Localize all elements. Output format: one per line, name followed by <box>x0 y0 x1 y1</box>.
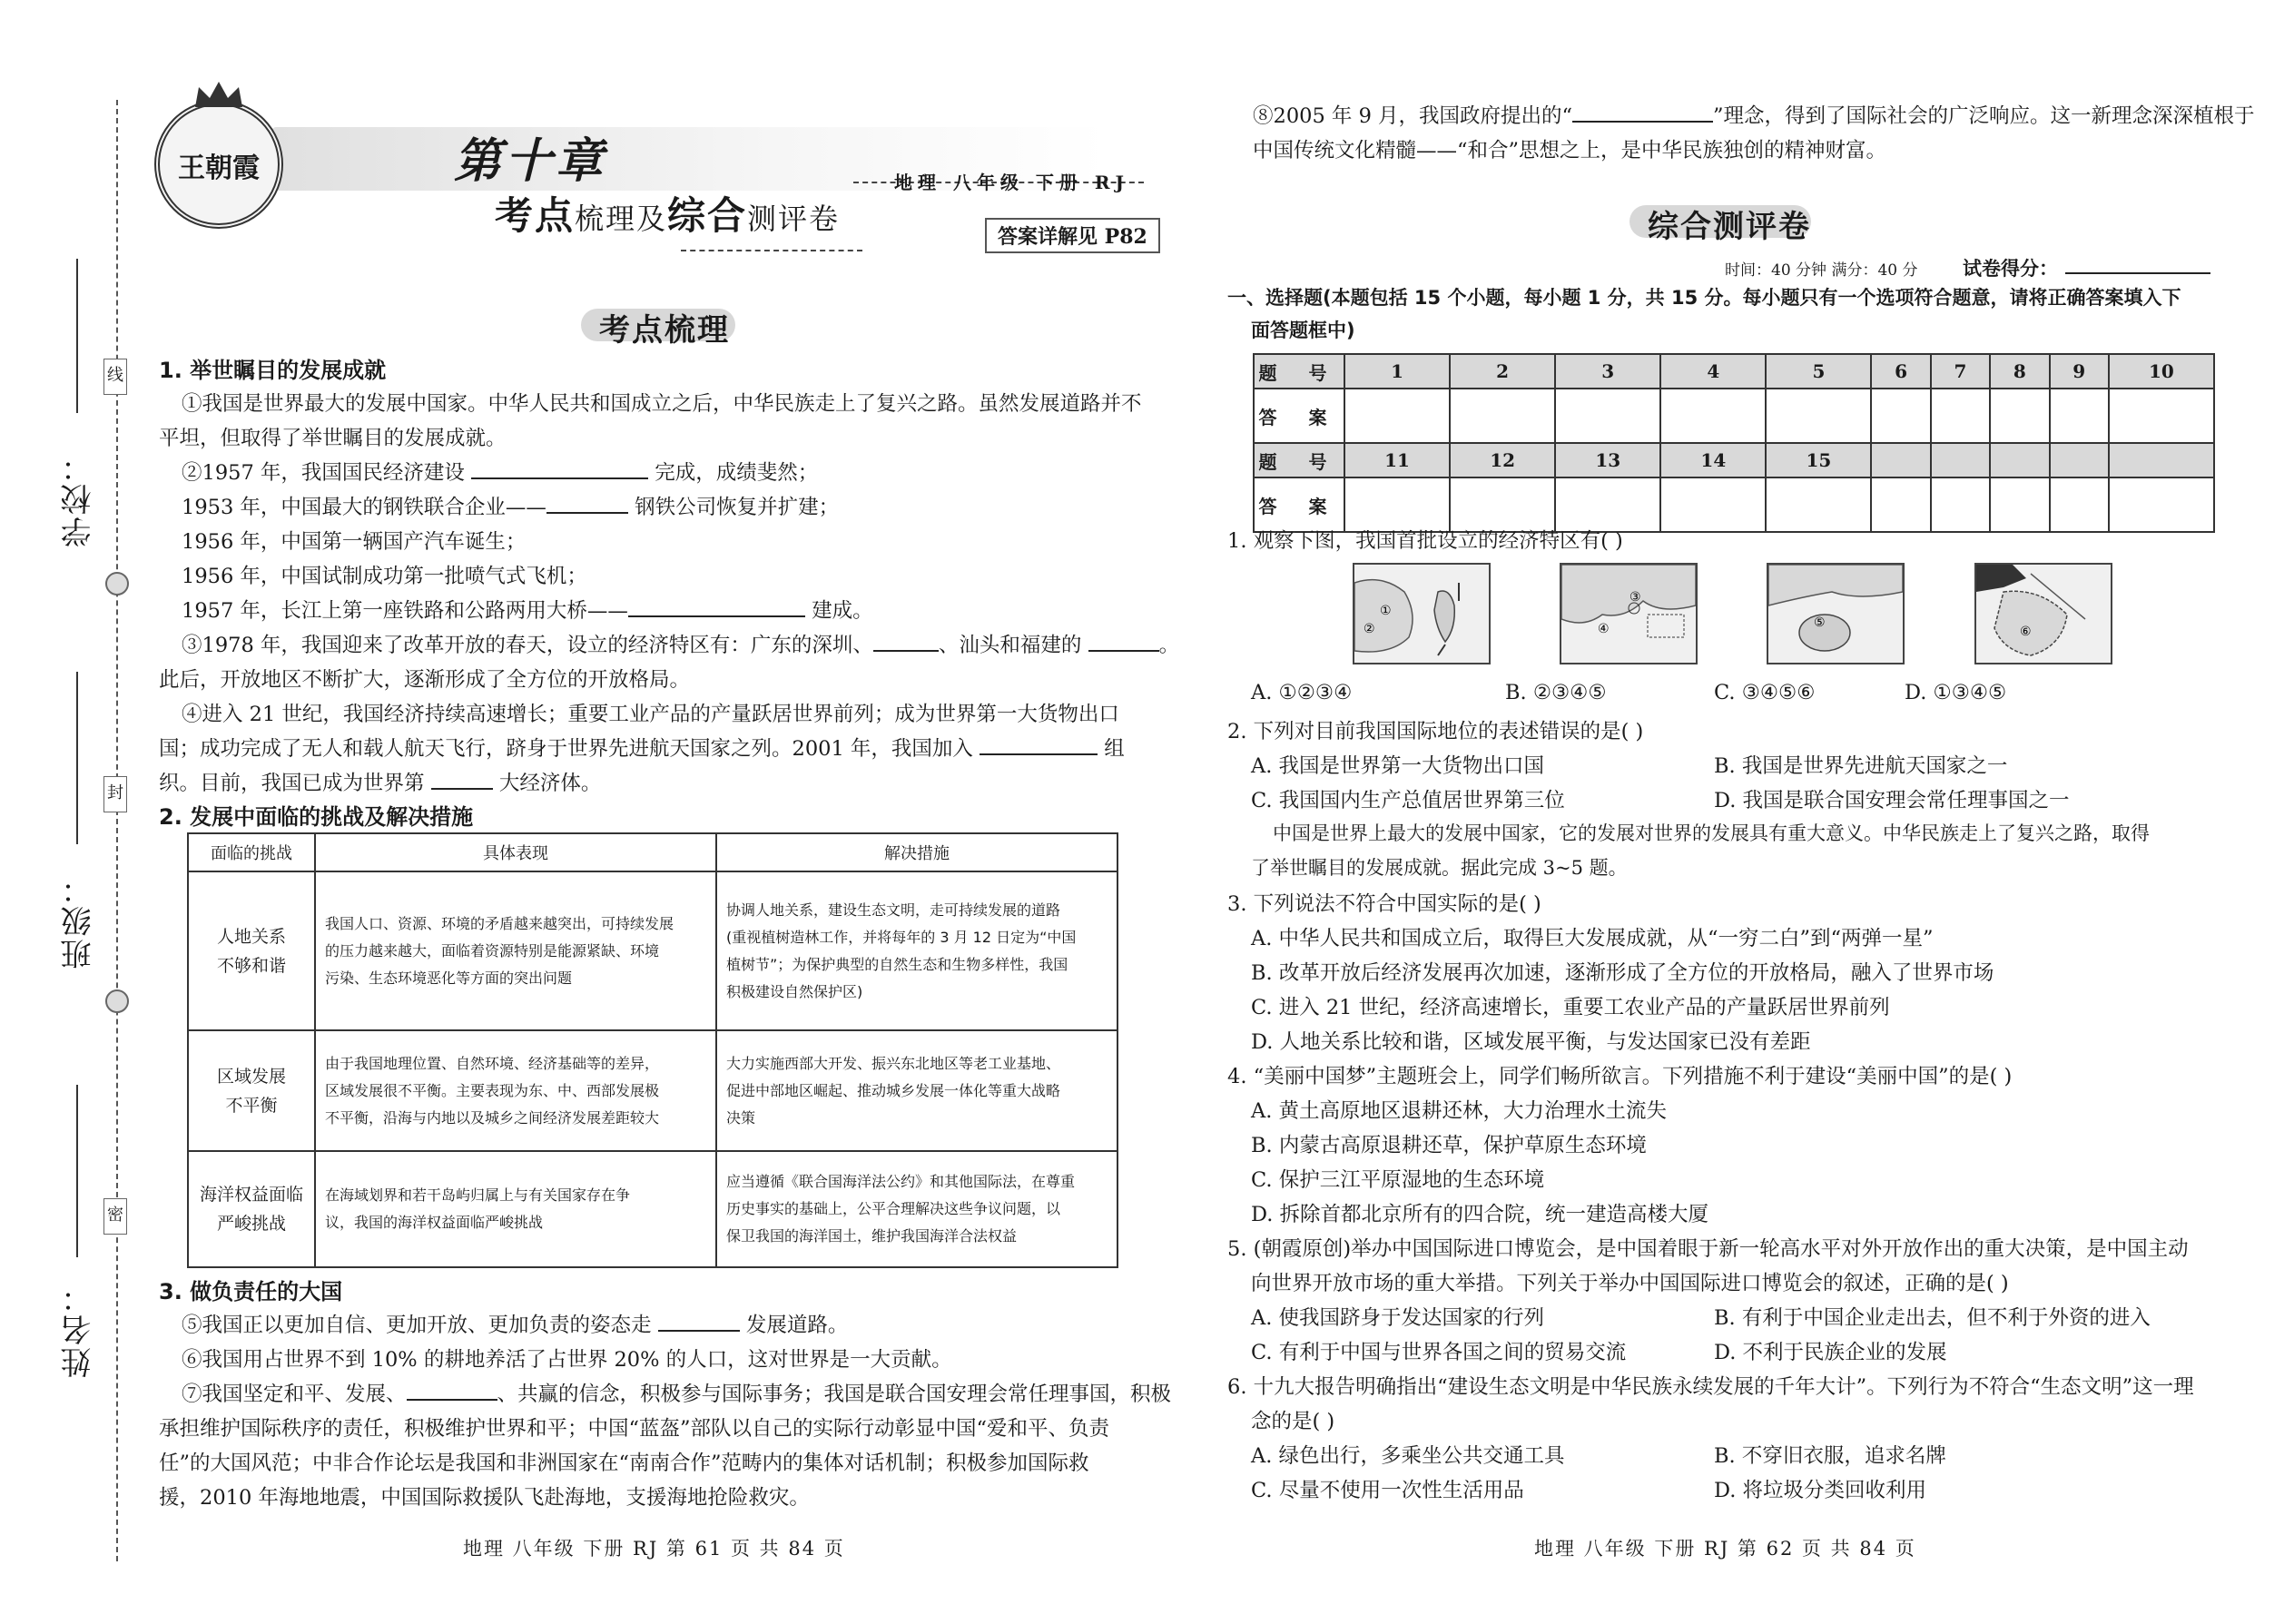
page-footer-left: 地理 八年级 下册 RJ 第 61 页 共 84 页 <box>463 1538 845 1560</box>
paragraph: ⑥我国用占世界不到 10% 的耕地养活了占世界 20% 的人口，这对世界是一大贡献。 <box>182 1348 952 1372</box>
grid-number-row <box>1254 354 2214 389</box>
page-footer-right: 地理 八年级 下册 RJ 第 62 页 共 84 页 <box>1534 1538 1916 1560</box>
chapter-subtitle: 考点梳理及综合测评卷 <box>495 193 841 238</box>
option[interactable]: A. 中华人民共和国成立后，取得巨大发展成就，从“一穷二白”到“两弹一星” <box>1251 927 1934 950</box>
answer-cell <box>2050 477 2109 532</box>
measure-cell: 应当遵循《联合国海洋法公约》和其他国际法，在尊重 历史事实的基础上，公平合理解决这些争议问题，以 保卫我国的海洋国土，维护我国海洋合法权益 <box>716 1151 1117 1267</box>
fill-line: 1957 年，长江上第一座铁路和公路两用大桥—— 建成。 <box>182 595 873 624</box>
question-5-cont: 向世界开放市场的重大举措。下列关于举办中国国际进口博览会的叙述，正确的是( ) <box>1251 1272 2009 1295</box>
grid-number <box>1871 443 1930 477</box>
name-label: 姓名： <box>61 1280 97 1378</box>
question-1: 1. 观察下图，我国首批设立的经济特区有( ) <box>1227 529 1623 553</box>
challenge-cell: 人地关系 不够和谐 <box>188 871 315 1030</box>
option[interactable]: A. 绿色出行，多乘坐公共交通工具 <box>1251 1444 1565 1468</box>
measure-cell: 协调人地关系，建设生态文明，走可持续发展的道路 (重视植树造林工作，并将每年的 3 月 12 日定为“中国 植树节”；为保护典型的自然生态和生物多样性，我国 积极建设自然保护区) <box>716 871 1117 1030</box>
answer-cell[interactable] <box>1766 477 1871 532</box>
question-5: 5. (朝霞原创)举办中国国际进口博览会，是中国着眼于新一轮高水平对外开放作出的重大决策，是中国主动 <box>1227 1237 2189 1261</box>
paragraph: 援，2010 年海地地震，中国国际救援队飞赴海地，支援海地抢险救灾。 <box>159 1486 810 1510</box>
class-label: 班级： <box>61 871 97 969</box>
table-header-cell: 具体表现 <box>315 833 716 871</box>
table-header-cell: 面临的挑战 <box>188 833 315 871</box>
grid-number: 6 <box>1871 354 1930 389</box>
answer-blank[interactable] <box>658 1310 740 1332</box>
option[interactable]: C. 保护三江平原湿地的生态环境 <box>1251 1168 1545 1192</box>
map-label: ⑤ <box>1814 615 1826 630</box>
option[interactable]: B. 不穿旧衣服，追求名牌 <box>1714 1444 1946 1468</box>
table-row <box>188 1030 1117 1151</box>
question-6: 6. 十九大报告明确指出“建设生态文明是中华民族永续发展的千年大计”。下列行为不符合“生态文明”这一理 <box>1227 1375 2194 1399</box>
answer-blank[interactable] <box>471 458 648 479</box>
answer-cell[interactable] <box>1660 477 1766 532</box>
option[interactable]: D. 人地关系比较和谐，区域发展平衡，与发达国家已没有差距 <box>1251 1030 1811 1054</box>
answer-cell[interactable] <box>2109 389 2214 443</box>
answer-cell[interactable] <box>1871 389 1930 443</box>
answer-blank[interactable] <box>431 768 493 790</box>
heading-responsibility: 3. 做负责任的大国 <box>159 1279 343 1304</box>
option[interactable]: B. 改革开放后经济发展再次加速，逐渐形成了全方位的开放格局，融入了世界市场 <box>1251 961 1994 985</box>
brand-logo <box>154 100 283 229</box>
paragraph: 此后，开放地区不断扩大，逐渐形成了全方位的开放格局。 <box>159 668 691 692</box>
section-title: 考点梳理 <box>599 312 730 349</box>
detail-cell: 我国人口、资源、环境的矛盾越来越突出，可持续发展 的压力越来越大，面临着资源特别是能源紧缺、环境 污染、生态环境恶化等方面的突出问题 <box>315 871 716 1030</box>
class-underline <box>76 672 78 844</box>
grid-answer-row <box>1254 477 2214 532</box>
score-label: 试卷得分： <box>1963 258 2058 280</box>
fill-line: ③1978 年，我国迎来了改革开放的春天，设立的经济特区有：广东的深圳、 、汕头和福建的 。 <box>182 629 1179 658</box>
grid-label: 题 号 <box>1254 443 1344 477</box>
answer-cell[interactable] <box>1555 477 1660 532</box>
answer-blank[interactable] <box>980 733 1098 755</box>
fill-line: 1953 年，中国最大的钢铁联合企业—— 钢铁公司恢复并扩建； <box>182 491 839 520</box>
answer-cell[interactable] <box>1766 389 1871 443</box>
option[interactable]: B. 我国是世界先进航天国家之一 <box>1714 754 2008 778</box>
answer-blank[interactable] <box>1572 101 1713 123</box>
map-label: ① <box>1380 604 1392 618</box>
grid-number: 5 <box>1766 354 1871 389</box>
grid-label: 答 案 <box>1254 477 1344 532</box>
detail-cell: 在海域划界和若干岛屿归属上与有关国家存在争 议，我国的海洋权益面临严峻挑战 <box>315 1151 716 1267</box>
fill-line: 织。目前，我国已成为世界第 大经济体。 <box>159 767 601 796</box>
grid-label: 题 号 <box>1254 354 1344 389</box>
header-divider <box>681 250 862 251</box>
answer-cell[interactable] <box>1450 389 1555 443</box>
table-header-row <box>188 833 1117 871</box>
paragraph: ①我国是世界最大的发展中国家。中华人民共和国成立之后，中华民族走上了复兴之路。虽然发展道路并不 <box>182 392 1142 416</box>
map-figure <box>1976 565 2111 663</box>
option[interactable]: B. ②③④⑤ <box>1505 681 1607 704</box>
section-title: 综合测评卷 <box>1648 209 1811 245</box>
answer-cell <box>1871 477 1930 532</box>
measure-cell: 大力实施西部大开发、振兴东北地区等老工业基地、 促进中部地区崛起、推动城乡发展一体化等重大战略 决策 <box>716 1030 1117 1151</box>
question-3: 3. 下列说法不符合中国实际的是( ) <box>1227 892 1541 916</box>
answer-cell[interactable] <box>1450 477 1555 532</box>
heading-challenges: 2. 发展中面临的挑战及解决措施 <box>159 804 474 830</box>
answer-blank[interactable] <box>407 1379 497 1401</box>
grid-number <box>2109 443 2214 477</box>
fill-line: ②1957 年，我国国民经济建设 完成，成绩斐然； <box>182 457 818 486</box>
time-info: 时间：40 分钟 满分：40 分 <box>1725 261 1918 280</box>
heading-achievements: 1. 举世瞩目的发展成就 <box>159 358 387 383</box>
passage: 了举世瞩目的发展成就。据此完成 3~5 题。 <box>1251 857 1628 879</box>
answer-grid <box>1253 353 2215 533</box>
paragraph: 平坦，但取得了举世瞩目的发展成就。 <box>159 427 507 450</box>
map-hainan <box>1767 563 1905 664</box>
fill-line: ⑦我国坚定和平、发展、 、共赢的信念，积极参与国际事务；我国是联合国安理会常任理事国，积极 <box>182 1378 1171 1407</box>
instruction: 面答题框中) <box>1251 320 1355 341</box>
option[interactable]: D. ①③④⑤ <box>1905 681 2007 704</box>
grid-number: 4 <box>1660 354 1766 389</box>
answer-blank[interactable] <box>546 492 628 514</box>
option[interactable]: C. 我国国内生产总值居世界第三位 <box>1251 789 1565 812</box>
answer-cell <box>2109 477 2214 532</box>
school-label: 学校： <box>61 449 97 547</box>
map-label: ③ <box>1629 590 1641 605</box>
option[interactable]: D. 拆除首都北京所有的四合院，统一建造高楼大厦 <box>1251 1203 1709 1226</box>
instruction: 一、选择题(本题包括 15 个小题，每小题 1 分，共 15 分。每小题只有一个选项符合题意，请将正确答案填入下 <box>1227 287 2181 309</box>
answer-cell[interactable] <box>1555 389 1660 443</box>
grid-number-row <box>1254 443 2214 477</box>
option[interactable]: B. 内蒙古高原退耕还草，保护草原生态环境 <box>1251 1134 1647 1157</box>
option[interactable]: B. 有利于中国企业走出去，但不利于外资的进入 <box>1714 1306 2151 1330</box>
paragraph: ④进入 21 世纪，我国经济持续高速增长；重要工业产品的产量跃居世界前列；成为世界第一大货物出口 <box>182 703 1119 726</box>
name-underline <box>76 1085 78 1257</box>
answer-blank[interactable] <box>1088 630 1159 652</box>
detail-cell: 由于我国地理位置、自然环境、经济基础等的差异， 区域发展很不平衡。主要表现为东、中、西部发展极 不平衡，沿海与内地以及城乡之间经济发展差距较大 <box>315 1030 716 1151</box>
grid-number: 2 <box>1450 354 1555 389</box>
grid-number: 14 <box>1660 443 1766 477</box>
crown-icon <box>192 80 246 109</box>
map-figure <box>1768 565 1903 663</box>
answer-cell <box>1931 477 1990 532</box>
paragraph: 承担维护国际秩序的责任，积极维护世界和平；中国“蓝盔”部队以自己的实际行动彰显中国“爱和平、负责 <box>159 1417 1110 1441</box>
grid-number: 1 <box>1344 354 1450 389</box>
grid-number: 10 <box>2109 354 2214 389</box>
map-label: ② <box>1364 622 1375 636</box>
question-4: 4. “美丽中国梦”主题班会上，同学们畅所欲言。下列措施不利于建设“美丽中国”的是( ) <box>1227 1065 2013 1088</box>
answer-blank[interactable] <box>628 595 805 617</box>
seal-mark-line: 线 <box>103 359 127 395</box>
fill-line: 国；成功完成了无人和载人航天飞行，跻身于世界先进航天国家之列。2001 年，我国加入 组 <box>159 733 1125 762</box>
seal-mark-seal: 封 <box>103 776 127 812</box>
grid-number: 9 <box>2050 354 2109 389</box>
logo-text: 王朝霞 <box>178 153 260 184</box>
map-shanghai <box>1974 563 2112 664</box>
grid-number <box>1931 443 1990 477</box>
answer-cell[interactable] <box>1660 389 1766 443</box>
answer-cell[interactable] <box>1344 477 1450 532</box>
table-header-cell: 解决措施 <box>716 833 1117 871</box>
cut-line <box>116 100 118 1561</box>
grid-number: 12 <box>1450 443 1555 477</box>
fill-line: ⑤我国正以更加自信、更加开放、更加负责的姿态走 发展道路。 <box>182 1309 848 1338</box>
score-blank[interactable] <box>2065 272 2210 274</box>
passage: 中国是世界上最大的发展中国家，它的发展对世界的发展具有重大意义。中华民族走上了复兴之路，取得 <box>1273 822 2150 844</box>
answer-blank[interactable] <box>873 630 939 652</box>
map-fujian-taiwan <box>1353 563 1491 664</box>
grid-number: 13 <box>1555 443 1660 477</box>
challenges-table <box>187 832 1118 1268</box>
table-row <box>188 871 1117 1030</box>
paragraph: 任”的大国风范；中非合作论坛是我国和非洲国家在“南南合作”范畴内的集体对话机制；积极参加国际救 <box>159 1452 1089 1475</box>
option[interactable]: C. ③④⑤⑥ <box>1714 681 1816 704</box>
seal-mark-secret: 密 <box>103 1198 127 1235</box>
option[interactable]: C. 进入 21 世纪，经济高速增长，重要工农业产品的产量跃居世界前列 <box>1251 996 1890 1019</box>
answer-cell[interactable] <box>1990 389 2049 443</box>
map-label: ④ <box>1598 622 1610 636</box>
answer-cell[interactable] <box>1931 389 1990 443</box>
grid-number <box>2050 443 2109 477</box>
option[interactable]: D. 不利于民族企业的发展 <box>1714 1341 1947 1364</box>
answer-cell <box>1990 477 2049 532</box>
chapter-title: 第十章 <box>454 134 607 189</box>
challenge-cell: 海洋权益面临 严峻挑战 <box>188 1151 315 1267</box>
punch-hole <box>105 572 129 595</box>
question-2: 2. 下列对目前我国国际地位的表述错误的是( ) <box>1227 720 1644 743</box>
option[interactable]: C. 有利于中国与世界各国之间的贸易交流 <box>1251 1341 1627 1364</box>
course-meta: 地理 八年级 下册 RJ <box>894 172 1129 193</box>
grid-number: 15 <box>1766 443 1871 477</box>
option[interactable]: A. 我国是世界第一大货物出口国 <box>1251 754 1545 778</box>
question-6-cont: 念的是( ) <box>1251 1410 1335 1433</box>
punch-hole <box>105 989 129 1013</box>
map-label: ⑥ <box>2020 625 2032 639</box>
grid-number <box>1990 443 2049 477</box>
answer-cell[interactable] <box>1344 389 1450 443</box>
challenge-cell: 区域发展 不平衡 <box>188 1030 315 1151</box>
option[interactable]: C. 尽量不使用一次性生活用品 <box>1251 1479 1524 1502</box>
option[interactable]: A. 黄土高原地区退耕还林，大力治理水土流失 <box>1251 1099 1668 1123</box>
table-row <box>188 1151 1117 1267</box>
fill-line: ⑧2005 年 9 月，我国政府提出的“ ”理念，得到了国际社会的广泛响应。这一新理念深深植根于 <box>1253 100 2255 129</box>
paragraph: 1956 年，中国第一辆国产汽车诞生； <box>182 530 527 554</box>
grid-number: 7 <box>1931 354 1990 389</box>
option[interactable]: D. 将垃圾分类回收利用 <box>1714 1479 1927 1502</box>
school-underline <box>76 259 78 413</box>
grid-answer-row <box>1254 389 2214 443</box>
option[interactable]: A. ①②③④ <box>1251 681 1353 704</box>
option[interactable]: D. 我国是联合国安理会常任理事国之一 <box>1714 789 2070 812</box>
map-guangdong <box>1560 563 1698 664</box>
grid-number: 11 <box>1344 443 1450 477</box>
map-figure <box>1354 565 1489 663</box>
grid-number: 3 <box>1555 354 1660 389</box>
grid-number: 8 <box>1990 354 2049 389</box>
grid-label: 答 案 <box>1254 389 1344 443</box>
option[interactable]: A. 使我国跻身于发达国家的行列 <box>1251 1306 1545 1330</box>
answer-reference: 答案详解见 P82 <box>985 218 1160 253</box>
paragraph: 中国传统文化精髓——“和合”思想之上，是中华民族独创的精神财富。 <box>1253 139 1887 162</box>
answer-cell[interactable] <box>2050 389 2109 443</box>
map-figure <box>1561 565 1696 663</box>
paragraph: 1956 年，中国试制成功第一批喷气式飞机； <box>182 565 587 588</box>
